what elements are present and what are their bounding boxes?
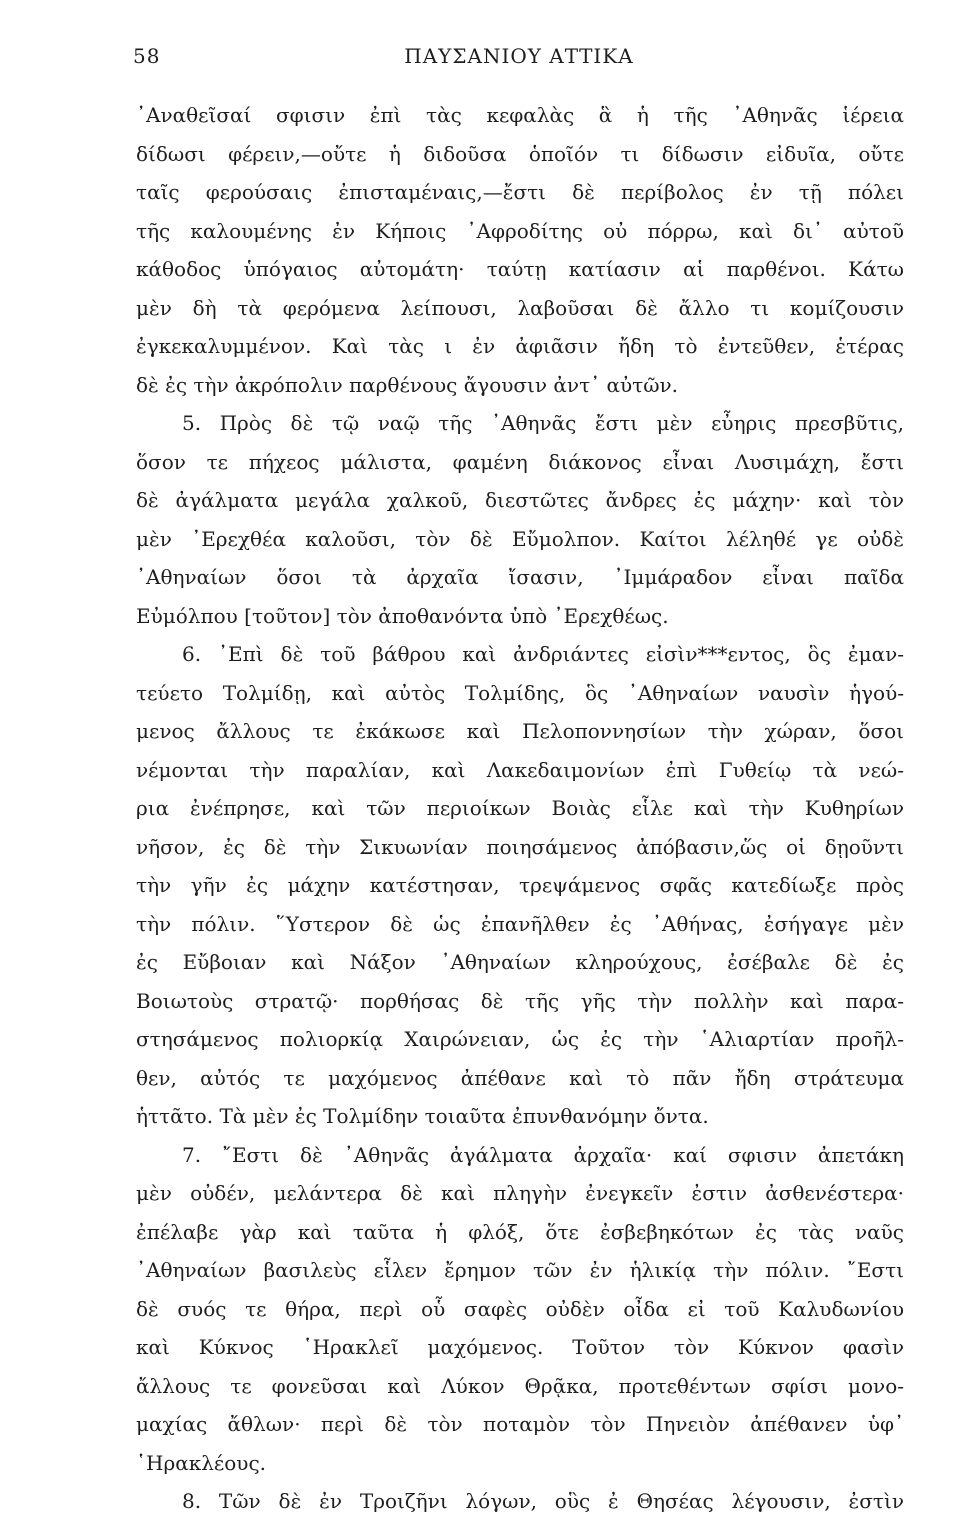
text-line: 8. Τῶν δὲ ἐν Τροιζῆνι λόγων, οὓς ἐ Θησέας λέγουσιν, ἐστὶν — [182, 1489, 904, 1513]
text-line: θεν, αὐτός τε μαχόμενος ἀπέθανε καὶ τὸ πᾶν ἤδη στράτευμα — [136, 1065, 904, 1090]
text-line: νέμονται τὴν παραλίαν, καὶ Λακεδαιμονίων ἐπὶ Γυθείῳ τὰ νεώ- — [136, 757, 904, 782]
text-line: μαχίας ἄθλων· περὶ δὲ τὸν ποταμὸν τὸν Πηνειὸν ἀπέθανεν ὑφ᾿ — [136, 1412, 904, 1436]
text-line: στησάμενος πολιορκίᾳ Χαιρώνειαν, ὡς ἐς τὴν ῾Αλιαρτίαν προῆλ- — [136, 1027, 904, 1051]
text-line: ἄλλους τε φονεῦσαι καὶ Λύκον Θρᾷκα, προτεθέντων σφίσι μονο- — [136, 1373, 904, 1398]
text-line: ἐς Εὔβοιαν καὶ Νάξον ᾿Αθηναίων κληρούχους, ἐσέβαλε δὲ ἐς — [136, 950, 904, 974]
text-line: ἐγκεκαλυμμένον. Καὶ τὰς ι ἐν ἀφιᾶσιν ἤδη τὸ ἐντεῦθεν, ἑτέρας — [136, 334, 904, 358]
text-line: τὴν γῆν ἐς μάχην κατέστησαν, τρεψάμενος σφᾶς κατεδίωξε πρὸς — [136, 873, 904, 897]
text-line: μὲν οὐδέν, μελάντερα δὲ καὶ πληγὴν ἐνεγκεῖν ἐστιν ἀσθενέστερα· — [136, 1181, 904, 1205]
text-line: ἐπέλαβε γὰρ καὶ ταῦτα ἡ φλόξ, ὅτε ἐσβεβηκότων ἐς τὰς ναῦς — [136, 1219, 904, 1244]
running-title: ΠΑΥΣΑΝΙΟΥ ΑΤΤΙΚΑ — [404, 44, 634, 68]
text-line: ρια ἐνέπρησε, καὶ τῶν περιοίκων Βοιὰς εἷλε καὶ τὴν Κυθηρίων — [136, 796, 904, 820]
text-line: ὅσον τε πήχεος μάλιστα, φαμένη διάκονος εἶναι Λυσιμάχη, ἔστι — [136, 449, 904, 474]
text-line: Εὐμόλπου [τοῦτον] τὸν ἀποθανόντα ὑπὸ ᾿Ερεχθέως. — [136, 603, 669, 628]
text-line: 6. ᾿Επὶ δὲ τοῦ βάθρου καὶ ἀνδριάντες εἰσὶν***εντος, ὃς ἐμαν- — [182, 642, 904, 666]
text-line: μενος ἄλλους τε ἐκάκωσε καὶ Πελοποννησίων τὴν χώραν, ὅσοι — [136, 719, 904, 743]
text-line: Βοιωτοὺς στρατῷ· πορθήσας δὲ τῆς γῆς τὴν πολλὴν καὶ παρα- — [136, 988, 904, 1013]
text-line: μὲν ᾿Ερεχθέα καλοῦσι, τὸν δὲ Εὔμολπον. Καίτοι λέληθέ γε οὐδὲ — [136, 526, 904, 551]
body-text — [136, 96, 904, 1521]
text-line: τεύετο Τολμίδῃ, καὶ αὐτὸς Τολμίδης, ὃς ᾿Αθηναίων ναυσὶν ἡγού- — [136, 680, 904, 705]
text-line: ᾿Αθηναίων ὅσοι τὰ ἀρχαῖα ἴσασιν, ᾿Ιμμάραδον εἶναι παῖδα — [136, 565, 904, 589]
text-line: ῾Ηρακλέους. — [136, 1450, 266, 1475]
text-line: καὶ Κύκνος ῾Ηρακλεῖ μαχόμενος. Τοῦτον τὸν Κύκνον φασὶν — [136, 1335, 904, 1359]
text-line: δίδωσι φέρειν,—οὔτε ἡ διδοῦσα ὁποῖόν τι δίδωσιν εἰδυῖα, οὔτε — [136, 141, 904, 166]
text-line: κάθοδος ὑπόγαιος αὐτομάτη· ταύτῃ κατίασιν αἱ παρθένοι. Κάτω — [136, 257, 904, 281]
text-line: 7. ῎Εστι δὲ ᾿Αθηνᾶς ἀγάλματα ἀρχαῖα· καί σφισιν ἀπετάκη — [182, 1142, 904, 1167]
page-header — [133, 44, 905, 74]
text-line: δὲ ἐς τὴν ἀκρόπολιν παρθένους ἄγουσιν ἀντ᾿ αὐτῶν. — [136, 372, 679, 397]
text-line: μὲν δὴ τὰ φερόμενα λείπουσι, λαβοῦσαι δὲ ἄλλο τι κομίζουσιν — [136, 295, 904, 320]
text-line: 5. Πρὸς δὲ τῷ ναῷ τῆς ᾿Αθηνᾶς ἔστι μὲν εὖηρις πρεσβῦτις, — [182, 411, 904, 435]
text-line: ᾿Αθηναίων βασιλεὺς εἷλεν ἔρημον τῶν ἐν ἡλικίᾳ τὴν πόλιν. ῎Εστι — [136, 1258, 904, 1282]
text-line: τῆς καλουμένης ἐν Κήποις ᾿Αφροδίτης οὐ πόρρω, καὶ δι᾿ αὐτοῦ — [136, 218, 904, 243]
page-number: 58 — [133, 44, 161, 68]
text-line: δὲ συός τε θήρα, περὶ οὗ σαφὲς οὐδὲν οἶδα εἰ τοῦ Καλυδωνίου — [136, 1296, 904, 1321]
text-line: ταῖς φερούσαις ἐπισταμέναις,—ἔστι δὲ περίβολος ἐν τῇ πόλει — [136, 180, 904, 204]
text-line: ᾿Αναθεῖσαί σφισιν ἐπὶ τὰς κεφαλὰς ἃ ἡ τῆς ᾿Αθηνᾶς ἱέρεια — [136, 103, 904, 127]
text-line: δὲ ἀγάλματα μεγάλα χαλκοῦ, διεστῶτες ἄνδρες ἐς μάχην· καὶ τὸν — [136, 488, 904, 512]
text-line: ἡττᾶτο. Τὰ μὲν ἐς Τολμίδην τοιαῦτα ἐπυνθανόμην ὄντα. — [136, 1104, 709, 1128]
text-line: τὴν πόλιν. ῞Υστερον δὲ ὡς ἐπανῆλθεν ἐς ᾿Αθήνας, ἐσήγαγε μὲν — [136, 911, 904, 936]
text-line: νῆσον, ἐς δὲ τὴν Σικυωνίαν ποιησάμενος ἀπόβασιν,ὥς οἱ δῃοῦντι — [136, 834, 904, 859]
